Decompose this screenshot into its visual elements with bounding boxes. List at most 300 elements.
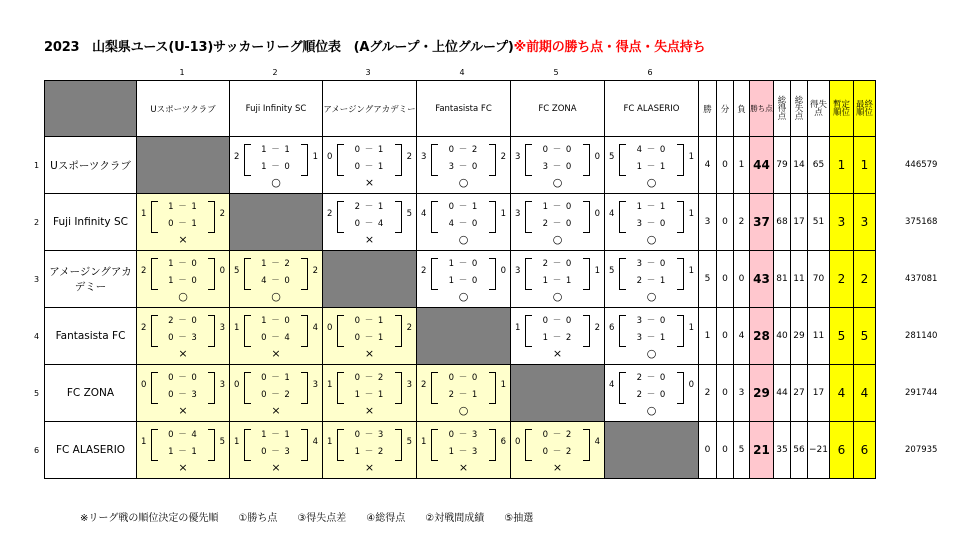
bracket-right bbox=[395, 429, 402, 461]
half-score-first: 3 － 0 bbox=[636, 259, 667, 269]
half-score-second: 1 － 1 bbox=[636, 162, 667, 172]
col-number: 3 bbox=[365, 68, 371, 77]
bracket-right bbox=[583, 429, 590, 461]
total-goals-for: 1 bbox=[515, 323, 521, 333]
self-match-cell bbox=[323, 251, 417, 308]
bracket-right bbox=[395, 372, 402, 404]
header-final-rank: 最終順位 bbox=[854, 81, 876, 137]
total-goals-against: 5 bbox=[406, 209, 412, 219]
half-score-second: 3 － 0 bbox=[448, 162, 479, 172]
match-cell bbox=[417, 194, 511, 251]
wins: 4 bbox=[699, 137, 717, 194]
total-goals-against: 4 bbox=[312, 323, 318, 333]
total-goals-against: 2 bbox=[312, 266, 318, 276]
header-draw: 分 bbox=[717, 81, 734, 137]
losses: 4 bbox=[734, 308, 750, 365]
standings-table bbox=[44, 80, 876, 479]
result-mark: ○ bbox=[458, 176, 469, 189]
page-title bbox=[44, 36, 705, 55]
bracket-right bbox=[208, 315, 215, 347]
half-score-first: 1 － 1 bbox=[636, 202, 667, 212]
self-match-cell bbox=[511, 365, 605, 422]
total-goals-for: 0 bbox=[515, 437, 521, 447]
column-numbers bbox=[0, 68, 975, 80]
bracket-right bbox=[301, 315, 308, 347]
final-rank: 2 bbox=[854, 251, 876, 308]
half-score-second: 1 － 2 bbox=[354, 447, 385, 457]
result-mark: ○ bbox=[271, 176, 281, 189]
bracket-right bbox=[301, 372, 308, 404]
wins: 3 bbox=[699, 194, 717, 251]
half-score-first: 1 － 0 bbox=[261, 316, 291, 326]
match-cell bbox=[323, 365, 417, 422]
total-goals-for: 0 bbox=[327, 323, 333, 333]
result-mark: × bbox=[364, 404, 375, 417]
match-cell bbox=[511, 308, 605, 365]
draws: 0 bbox=[717, 308, 734, 365]
bracket-right bbox=[301, 258, 308, 290]
col-number: 1 bbox=[179, 68, 185, 77]
total-goals-for: 2 bbox=[327, 209, 333, 219]
half-score-second: 2 － 0 bbox=[636, 390, 667, 400]
half-score-first: 2 － 0 bbox=[636, 373, 667, 383]
header-points: 勝ち点 bbox=[750, 81, 774, 137]
final-rank: 5 bbox=[854, 308, 876, 365]
half-score-second: 0 － 1 bbox=[354, 333, 385, 343]
match-cell bbox=[511, 137, 605, 194]
result-mark: ○ bbox=[646, 290, 657, 303]
bracket-right bbox=[489, 201, 496, 233]
half-score-second: 4 － 0 bbox=[448, 219, 479, 229]
bracket-right bbox=[677, 258, 684, 290]
row-number: 6 bbox=[34, 446, 40, 455]
final-rank: 1 bbox=[854, 137, 876, 194]
goals-for: 40 bbox=[774, 308, 791, 365]
total-goals-for: 4 bbox=[609, 380, 615, 390]
bracket-right bbox=[583, 258, 590, 290]
wins: 2 bbox=[699, 365, 717, 422]
header-loss: 負 bbox=[734, 81, 750, 137]
result-mark: × bbox=[364, 233, 375, 246]
bracket-right bbox=[677, 372, 684, 404]
total-goals-against: 4 bbox=[312, 437, 318, 447]
total-goals-for: 1 bbox=[234, 437, 240, 447]
title-note: ※前期の勝ち点・得点・失点持ち bbox=[513, 40, 706, 55]
half-score-second: 0 － 1 bbox=[354, 162, 385, 172]
half-score-first: 1 － 1 bbox=[261, 430, 291, 440]
points: 29 bbox=[750, 365, 774, 422]
goals-for: 44 bbox=[774, 365, 791, 422]
goals-against: 17 bbox=[791, 194, 808, 251]
header-goal-diff: 得失点 bbox=[808, 81, 830, 137]
total-goals-for: 1 bbox=[421, 437, 427, 447]
total-goals-against: 1 bbox=[688, 323, 694, 333]
half-score-second: 3 － 0 bbox=[636, 219, 667, 229]
total-goals-against: 1 bbox=[688, 266, 694, 276]
half-score-first: 1 － 0 bbox=[542, 202, 573, 212]
total-goals-against: 3 bbox=[219, 380, 225, 390]
provisional-rank: 2 bbox=[830, 251, 854, 308]
total-goals-against: 5 bbox=[406, 437, 412, 447]
row-number: 4 bbox=[34, 332, 40, 341]
half-score-first: 0 － 2 bbox=[542, 430, 573, 440]
match-cell bbox=[230, 422, 323, 479]
goal-diff: 70 bbox=[808, 251, 830, 308]
match-cell bbox=[137, 422, 230, 479]
losses: 1 bbox=[734, 137, 750, 194]
total-goals-for: 1 bbox=[141, 209, 147, 219]
header-goals-for: 総得点 bbox=[774, 81, 791, 137]
total-goals-against: 1 bbox=[688, 209, 694, 219]
bracket-right bbox=[677, 201, 684, 233]
bracket-right bbox=[583, 144, 590, 176]
col-number: 4 bbox=[459, 68, 465, 77]
col-number: 6 bbox=[647, 68, 653, 77]
match-cell bbox=[605, 308, 699, 365]
result-mark: × bbox=[458, 461, 469, 474]
total-goals-against: 0 bbox=[500, 266, 506, 276]
header-team: Uスポーツクラブ bbox=[137, 81, 230, 137]
tiebreak-note: ※リーグ戦の順位決定の優先順 ①勝ち点 ③得失点差 ④総得点 ②対戦間成績 ⑤抽選 bbox=[80, 513, 534, 524]
total-goals-against: 6 bbox=[500, 437, 506, 447]
match-cell bbox=[605, 137, 699, 194]
draws: 0 bbox=[717, 422, 734, 479]
total-goals-for: 1 bbox=[234, 323, 240, 333]
header-row bbox=[45, 81, 876, 137]
total-goals-for: 1 bbox=[327, 437, 333, 447]
half-score-first: 0 － 2 bbox=[448, 145, 479, 155]
result-mark: × bbox=[364, 347, 375, 360]
points: 21 bbox=[750, 422, 774, 479]
result-mark: × bbox=[364, 461, 375, 474]
bracket-right bbox=[395, 315, 402, 347]
match-cell bbox=[417, 251, 511, 308]
provisional-rank: 6 bbox=[830, 422, 854, 479]
half-score-second: 3 － 1 bbox=[636, 333, 667, 343]
match-cell bbox=[230, 251, 323, 308]
team-row bbox=[45, 365, 876, 422]
result-mark: ○ bbox=[552, 290, 563, 303]
total-goals-for: 0 bbox=[327, 152, 333, 162]
half-score-first: 0 － 0 bbox=[448, 373, 479, 383]
bracket-right bbox=[489, 372, 496, 404]
total-goals-against: 1 bbox=[594, 266, 600, 276]
self-match-cell bbox=[230, 194, 323, 251]
match-cell bbox=[137, 365, 230, 422]
total-goals-against: 1 bbox=[688, 152, 694, 162]
wins: 1 bbox=[699, 308, 717, 365]
half-score-second: 1 － 1 bbox=[542, 276, 573, 286]
team-code: 291744 bbox=[905, 388, 938, 398]
total-goals-against: 1 bbox=[312, 152, 318, 162]
team-row bbox=[45, 422, 876, 479]
wins: 0 bbox=[699, 422, 717, 479]
total-goals-against: 2 bbox=[406, 323, 412, 333]
half-score-second: 0 － 3 bbox=[168, 390, 198, 400]
match-cell bbox=[323, 422, 417, 479]
bracket-right bbox=[208, 429, 215, 461]
half-score-second: 0 － 2 bbox=[261, 390, 291, 400]
total-goals-against: 2 bbox=[594, 323, 600, 333]
half-score-second: 0 － 1 bbox=[168, 219, 198, 229]
wins: 5 bbox=[699, 251, 717, 308]
match-cell bbox=[417, 422, 511, 479]
half-score-first: 1 － 1 bbox=[261, 145, 291, 155]
total-goals-for: 2 bbox=[141, 266, 147, 276]
total-goals-for: 2 bbox=[421, 266, 427, 276]
result-mark: × bbox=[178, 233, 188, 246]
half-score-second: 4 － 0 bbox=[261, 276, 291, 286]
total-goals-for: 3 bbox=[515, 266, 521, 276]
match-cell bbox=[230, 365, 323, 422]
result-mark: ○ bbox=[458, 290, 469, 303]
result-mark: × bbox=[271, 461, 281, 474]
half-score-second: 0 － 4 bbox=[354, 219, 385, 229]
match-cell bbox=[511, 422, 605, 479]
total-goals-for: 1 bbox=[327, 380, 333, 390]
half-score-first: 1 － 0 bbox=[448, 259, 479, 269]
half-score-first: 0 － 0 bbox=[168, 373, 198, 383]
result-mark: ○ bbox=[646, 404, 657, 417]
total-goals-against: 2 bbox=[219, 209, 225, 219]
match-cell bbox=[323, 308, 417, 365]
bracket-right bbox=[677, 144, 684, 176]
bracket-right bbox=[208, 372, 215, 404]
col-number: 5 bbox=[553, 68, 559, 77]
half-score-first: 0 － 1 bbox=[448, 202, 479, 212]
losses: 3 bbox=[734, 365, 750, 422]
result-mark: ○ bbox=[646, 176, 657, 189]
points: 28 bbox=[750, 308, 774, 365]
bracket-right bbox=[208, 258, 215, 290]
total-goals-against: 0 bbox=[219, 266, 225, 276]
total-goals-for: 4 bbox=[609, 209, 615, 219]
result-mark: ○ bbox=[271, 290, 281, 303]
self-match-cell bbox=[605, 422, 699, 479]
half-score-first: 4 － 0 bbox=[636, 145, 667, 155]
final-rank: 6 bbox=[854, 422, 876, 479]
half-score-second: 0 － 2 bbox=[542, 447, 573, 457]
goals-against: 11 bbox=[791, 251, 808, 308]
draws: 0 bbox=[717, 194, 734, 251]
match-cell bbox=[230, 137, 323, 194]
half-score-second: 0 － 3 bbox=[168, 333, 198, 343]
result-mark: ○ bbox=[552, 176, 563, 189]
losses: 5 bbox=[734, 422, 750, 479]
team-name: アメージングアカデミー bbox=[45, 251, 137, 308]
half-score-second: 1 － 0 bbox=[261, 162, 291, 172]
goals-for: 35 bbox=[774, 422, 791, 479]
match-cell bbox=[137, 308, 230, 365]
team-code: 281140 bbox=[905, 331, 938, 341]
result-mark: ○ bbox=[178, 290, 188, 303]
half-score-second: 1 － 1 bbox=[168, 447, 198, 457]
losses: 0 bbox=[734, 251, 750, 308]
goal-diff: 51 bbox=[808, 194, 830, 251]
total-goals-for: 2 bbox=[421, 380, 427, 390]
goals-for: 68 bbox=[774, 194, 791, 251]
half-score-first: 0 － 1 bbox=[354, 316, 385, 326]
result-mark: ○ bbox=[646, 233, 657, 246]
half-score-first: 0 － 3 bbox=[448, 430, 479, 440]
losses: 2 bbox=[734, 194, 750, 251]
bracket-right bbox=[583, 201, 590, 233]
total-goals-for: 3 bbox=[515, 152, 521, 162]
row-number: 3 bbox=[34, 275, 40, 284]
match-cell bbox=[605, 194, 699, 251]
provisional-rank: 3 bbox=[830, 194, 854, 251]
bracket-right bbox=[489, 144, 496, 176]
half-score-second: 1 － 2 bbox=[542, 333, 573, 343]
header-team: アメージングアカデミー bbox=[323, 81, 417, 137]
goals-for: 81 bbox=[774, 251, 791, 308]
total-goals-for: 0 bbox=[234, 380, 240, 390]
bracket-right bbox=[489, 429, 496, 461]
header-provisional-rank: 暫定順位 bbox=[830, 81, 854, 137]
result-mark: × bbox=[364, 176, 375, 189]
header-team: Fantasista FC bbox=[417, 81, 511, 137]
team-code: 446579 bbox=[905, 160, 938, 170]
team-name: FC ZONA bbox=[45, 365, 137, 422]
half-score-second: 1 － 0 bbox=[168, 276, 198, 286]
half-score-second: 1 － 0 bbox=[448, 276, 479, 286]
total-goals-for: 1 bbox=[141, 437, 147, 447]
total-goals-against: 0 bbox=[594, 152, 600, 162]
points: 37 bbox=[750, 194, 774, 251]
final-rank: 4 bbox=[854, 365, 876, 422]
header-team: Fuji Infinity SC bbox=[230, 81, 323, 137]
goal-diff: 65 bbox=[808, 137, 830, 194]
draws: 0 bbox=[717, 137, 734, 194]
total-goals-for: 0 bbox=[141, 380, 147, 390]
total-goals-for: 6 bbox=[609, 323, 615, 333]
total-goals-against: 3 bbox=[219, 323, 225, 333]
total-goals-against: 4 bbox=[594, 437, 600, 447]
half-score-second: 1 － 3 bbox=[448, 447, 479, 457]
header-goals-against: 総失点 bbox=[791, 81, 808, 137]
result-mark: ○ bbox=[552, 233, 563, 246]
total-goals-for: 3 bbox=[515, 209, 521, 219]
bracket-right bbox=[395, 201, 402, 233]
bracket-right bbox=[583, 315, 590, 347]
self-match-cell bbox=[417, 308, 511, 365]
result-mark: ○ bbox=[646, 347, 657, 360]
half-score-first: 0 － 0 bbox=[542, 145, 573, 155]
half-score-first: 1 － 0 bbox=[168, 259, 198, 269]
team-code: 207935 bbox=[905, 445, 938, 455]
half-score-first: 3 － 0 bbox=[636, 316, 667, 326]
half-score-first: 2 － 1 bbox=[354, 202, 385, 212]
match-cell bbox=[605, 251, 699, 308]
result-mark: × bbox=[178, 404, 188, 417]
total-goals-against: 5 bbox=[219, 437, 225, 447]
total-goals-for: 5 bbox=[609, 152, 615, 162]
half-score-second: 0 － 4 bbox=[261, 333, 291, 343]
team-name: FC ALASERIO bbox=[45, 422, 137, 479]
team-row bbox=[45, 251, 876, 308]
total-goals-against: 1 bbox=[500, 209, 506, 219]
result-mark: ○ bbox=[458, 233, 469, 246]
team-code: 375168 bbox=[905, 217, 938, 227]
team-code: 437081 bbox=[905, 274, 938, 284]
half-score-second: 3 － 0 bbox=[542, 162, 573, 172]
half-score-second: 0 － 3 bbox=[261, 447, 291, 457]
total-goals-for: 2 bbox=[234, 152, 240, 162]
goals-against: 27 bbox=[791, 365, 808, 422]
match-cell bbox=[417, 137, 511, 194]
half-score-first: 0 － 4 bbox=[168, 430, 198, 440]
half-score-second: 2 － 1 bbox=[448, 390, 479, 400]
provisional-rank: 1 bbox=[830, 137, 854, 194]
corner-cell bbox=[45, 81, 137, 137]
half-score-first: 0 － 3 bbox=[354, 430, 385, 440]
draws: 0 bbox=[717, 251, 734, 308]
header-win: 勝 bbox=[699, 81, 717, 137]
result-mark: × bbox=[271, 404, 281, 417]
result-mark: ○ bbox=[458, 404, 469, 417]
total-goals-for: 5 bbox=[609, 266, 615, 276]
team-row bbox=[45, 308, 876, 365]
half-score-first: 0 － 1 bbox=[261, 373, 291, 383]
result-mark: × bbox=[178, 461, 188, 474]
total-goals-for: 2 bbox=[141, 323, 147, 333]
bracket-right bbox=[489, 258, 496, 290]
match-cell bbox=[137, 194, 230, 251]
half-score-first: 0 － 2 bbox=[354, 373, 385, 383]
total-goals-for: 4 bbox=[421, 209, 427, 219]
match-cell bbox=[323, 194, 417, 251]
team-name: Uスポーツクラブ bbox=[45, 137, 137, 194]
total-goals-against: 3 bbox=[406, 380, 412, 390]
team-name: Fuji Infinity SC bbox=[45, 194, 137, 251]
provisional-rank: 5 bbox=[830, 308, 854, 365]
half-score-second: 2 － 1 bbox=[636, 276, 667, 286]
half-score-first: 2 － 0 bbox=[168, 316, 198, 326]
total-goals-against: 1 bbox=[500, 380, 506, 390]
goal-diff: −21 bbox=[808, 422, 830, 479]
total-goals-against: 2 bbox=[500, 152, 506, 162]
points: 43 bbox=[750, 251, 774, 308]
result-mark: × bbox=[552, 461, 563, 474]
goal-diff: 17 bbox=[808, 365, 830, 422]
half-score-first: 1 － 2 bbox=[261, 259, 291, 269]
bracket-right bbox=[395, 144, 402, 176]
half-score-second: 2 － 0 bbox=[542, 219, 573, 229]
half-score-second: 1 － 1 bbox=[354, 390, 385, 400]
team-row bbox=[45, 194, 876, 251]
match-cell bbox=[137, 251, 230, 308]
match-cell bbox=[605, 365, 699, 422]
goals-for: 79 bbox=[774, 137, 791, 194]
goals-against: 14 bbox=[791, 137, 808, 194]
total-goals-against: 3 bbox=[312, 380, 318, 390]
total-goals-against: 2 bbox=[406, 152, 412, 162]
row-number: 2 bbox=[34, 218, 40, 227]
self-match-cell bbox=[137, 137, 230, 194]
header-team: FC ZONA bbox=[511, 81, 605, 137]
header-team: FC ALASERIO bbox=[605, 81, 699, 137]
bracket-right bbox=[208, 201, 215, 233]
bracket-right bbox=[677, 315, 684, 347]
goal-diff: 11 bbox=[808, 308, 830, 365]
total-goals-against: 0 bbox=[594, 209, 600, 219]
half-score-first: 2 － 0 bbox=[542, 259, 573, 269]
col-number: 2 bbox=[272, 68, 278, 77]
team-row bbox=[45, 137, 876, 194]
total-goals-against: 0 bbox=[688, 380, 694, 390]
total-goals-for: 3 bbox=[421, 152, 427, 162]
total-goals-for: 5 bbox=[234, 266, 240, 276]
